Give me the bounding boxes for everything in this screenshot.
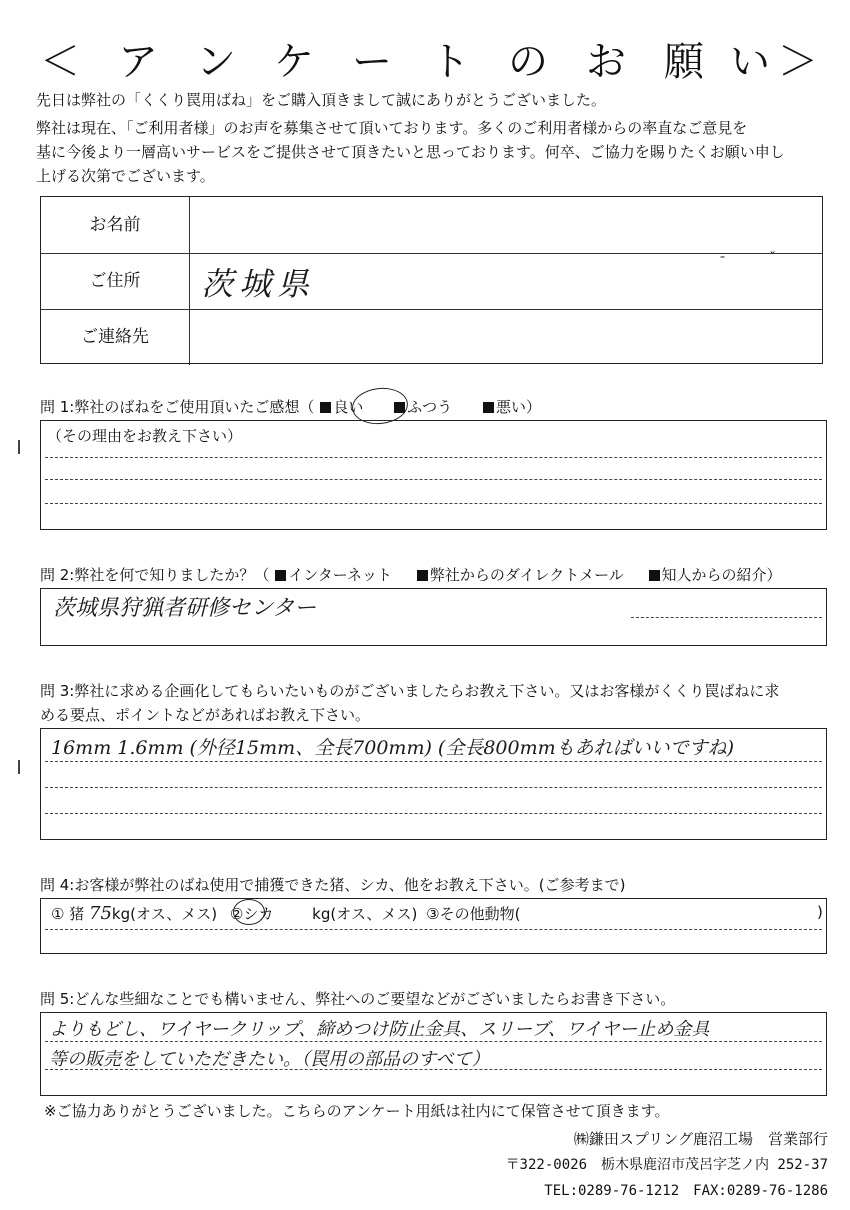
contact-info-table	[40, 196, 823, 364]
redaction-speck: ˉ	[719, 255, 726, 271]
answer-line	[45, 503, 822, 504]
question-2-text: 問 2:弊社を何で知りましたか？（	[40, 566, 270, 584]
question-5: 問 5:どんな些細なことでも構いません、弊社へのご要望などがございましたらお書き下さい。	[40, 990, 676, 1008]
answer-line	[45, 787, 822, 788]
deer-label: ②シカ	[229, 905, 274, 923]
close-paren: )	[817, 903, 823, 921]
title-char: 願	[664, 39, 704, 85]
intro-line: 基に今後より一層高いサービスをご提供させて頂きたいと思っております。何卒、ご協力を賜りたくお願い申し	[36, 143, 785, 161]
answer-line	[45, 929, 822, 930]
page-title	[40, 34, 820, 90]
checkbox-square-icon	[649, 570, 660, 581]
answer-line	[631, 617, 822, 618]
option-average[interactable]: ふつう	[407, 398, 453, 416]
question-2	[40, 564, 782, 586]
answer-line	[45, 479, 822, 480]
intro-line: 上げる次第でございます。	[36, 167, 215, 185]
deer-sex-options: kg(オス、メス)	[312, 905, 418, 923]
q1-reason-box[interactable]	[40, 420, 827, 530]
q5-answer-box[interactable]	[40, 1012, 827, 1096]
company-name: ㈱鎌田スプリング鹿沼工場 営業部行	[573, 1130, 828, 1148]
contact-label: ご連絡先	[41, 309, 190, 365]
question-1	[40, 396, 541, 418]
q2-handwriting: 茨城県狩猟者研修センター	[53, 596, 317, 621]
answer-line	[45, 813, 822, 814]
contact-row	[41, 309, 822, 365]
intro-line: 弊社は現在、「ご利用者様」のお声を募集させて頂いております。多くのご利用者様からの率直なご意見を	[36, 119, 748, 137]
title-char: ー	[352, 39, 392, 85]
title-char: い	[730, 39, 770, 85]
address-handwriting: 茨城県	[201, 265, 316, 303]
answer-line	[45, 761, 822, 762]
name-label: お名前	[41, 197, 190, 253]
contact-field[interactable]	[189, 309, 822, 365]
q2-answer-box[interactable]	[40, 588, 827, 646]
title-char: ケ	[274, 39, 314, 85]
q4-answer-box[interactable]	[40, 898, 827, 954]
question-1-text: 問 1:弊社のばねをご使用頂いたご感想（	[40, 398, 315, 416]
option-good[interactable]: 良い	[333, 398, 364, 416]
q3-handwriting: 16mm 1.6mm (外径15mm、全長700mm) (全長800mmもあればいいですね)	[51, 737, 735, 759]
title-char: ン	[196, 39, 236, 85]
q4-row	[51, 903, 823, 924]
name-row	[41, 197, 822, 254]
q3-answer-box[interactable]	[40, 728, 827, 840]
answer-line	[45, 1069, 822, 1070]
title-close-bracket: ＞	[778, 39, 818, 85]
thanks-note: ※ご協力ありがとうございました。こちらのアンケート用紙は社内にて保管させて頂きます。	[44, 1102, 670, 1120]
boar-weight-handwriting[interactable]: 75	[89, 903, 112, 924]
title-char: の	[508, 39, 548, 85]
title-open-bracket: ＜	[40, 39, 80, 85]
option-bad[interactable]: 悪い）	[495, 398, 541, 416]
title-char: お	[586, 39, 626, 85]
other-animal-label: ③その他動物(	[426, 905, 521, 923]
boar-label: ① 猪	[51, 905, 85, 923]
q5-handwriting-line-2: 等の販売をしていただきたい。（罠用の部品のすべて）	[49, 1049, 490, 1070]
selected-circle-mark	[233, 899, 265, 925]
scan-mark	[18, 760, 20, 774]
option-referral[interactable]: 知人からの紹介）	[661, 566, 782, 584]
answer-line	[45, 1041, 822, 1042]
reason-prompt: （その理由をお教え下さい）	[47, 427, 243, 445]
scan-mark	[18, 440, 20, 454]
option-direct-mail[interactable]: 弊社からのダイレクトメール	[429, 566, 624, 584]
redaction-speck: ˇ	[769, 251, 776, 267]
question-3-line-1: 問 3:弊社に求める企画化してもらいたいものがございましたらお教え下さい。又はお客様がくくり罠ばねに求	[40, 682, 780, 700]
boar-sex-options: kg(オス、メス)	[111, 905, 218, 923]
company-address: 〒322-0026 栃木県鹿沼市茂呂字芝ノ内 252-37	[505, 1157, 828, 1173]
company-phone-fax: TEL:0289-76-1212 FAX:0289-76-1286	[544, 1183, 828, 1199]
question-4: 問 4:お客様が弊社のばね使用で捕獲できた猪、シカ、他をお教え下さい。(ご参考まで)	[40, 876, 626, 894]
checkbox-square-icon	[483, 402, 494, 413]
title-char: ア	[118, 39, 158, 85]
answer-line	[45, 457, 822, 458]
intro-line: 先日は弊社の「くくり罠用ばね」をご購入頂きまして誠にありがとうございました。	[36, 91, 607, 109]
checkbox-square-icon	[320, 402, 331, 413]
question-3-line-2: める要点、ポイントなどがあればお教え下さい。	[40, 706, 371, 724]
address-row	[41, 253, 822, 310]
checkbox-square-icon	[275, 570, 286, 581]
option-internet[interactable]: インターネット	[288, 566, 393, 584]
q5-handwriting-line-1: よりもどし、ワイヤークリップ、締めつけ防止金具、スリーブ、ワイヤー止め金具	[49, 1019, 710, 1040]
name-field[interactable]	[189, 197, 822, 253]
address-label: ご住所	[41, 253, 190, 309]
title-char: ト	[430, 39, 470, 85]
checkbox-square-icon	[417, 570, 428, 581]
address-field[interactable]	[189, 253, 822, 309]
